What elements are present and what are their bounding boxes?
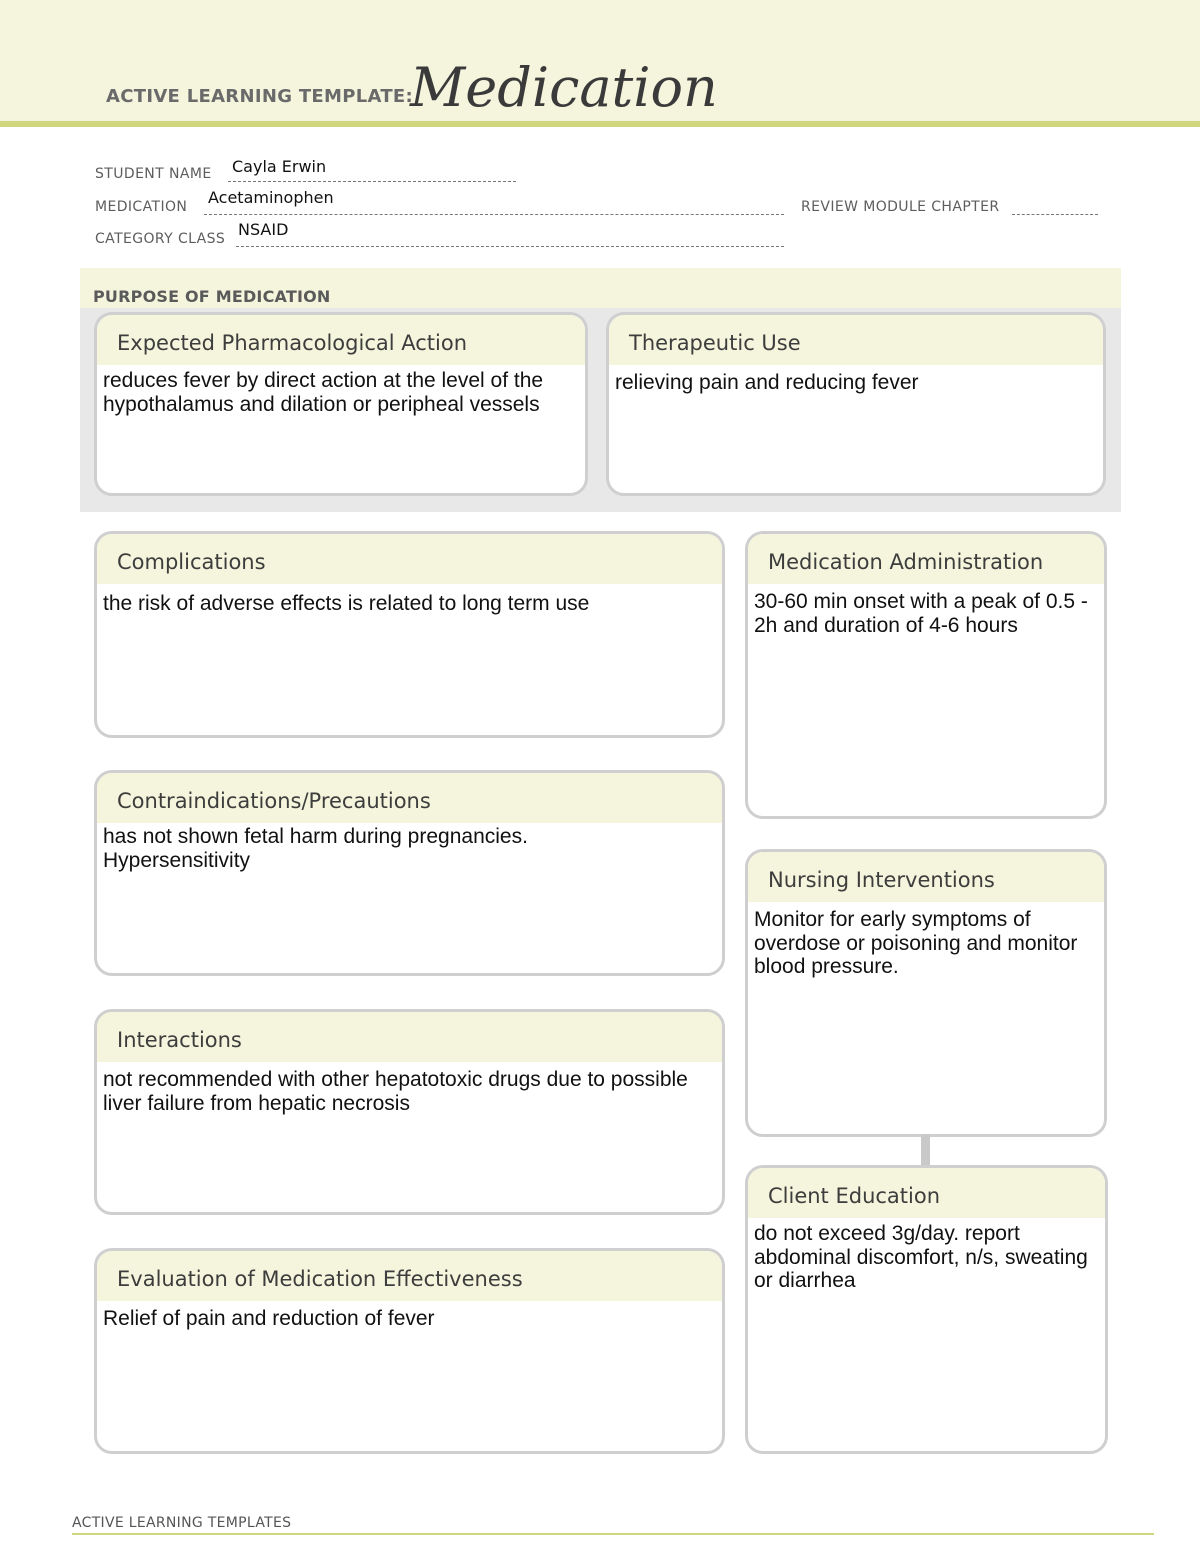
contraindications-text[interactable] xyxy=(97,823,722,872)
nursing-interventions-text[interactable]: Monitor for early symptoms of overdose or poisoning and monitor blood pressure. xyxy=(754,908,1078,978)
category-class-line xyxy=(236,246,784,247)
therapeutic-use-text[interactable]: relieving pain and reducing fever xyxy=(615,371,919,394)
category-class-label: CATEGORY CLASS xyxy=(95,231,226,247)
interactions-heading: Interactions xyxy=(97,1012,722,1062)
interactions-box[interactable] xyxy=(94,1009,725,1215)
complications-text[interactable]: the risk of adverse effects is related to long term use xyxy=(103,592,590,615)
administration-box[interactable] xyxy=(745,531,1107,819)
complications-box[interactable] xyxy=(94,531,725,738)
contraindications-line-2: Hypersensitivity xyxy=(103,848,251,872)
client-education-heading: Client Education xyxy=(748,1168,1105,1218)
expected-action-box[interactable] xyxy=(94,312,588,496)
expected-action-heading: Expected Pharmacological Action xyxy=(97,315,585,365)
contraindications-box[interactable] xyxy=(94,770,725,976)
administration-text[interactable]: 30-60 min onset with a peak of 0.5 - 2h and duration of 4-6 hours xyxy=(754,590,1088,637)
therapeutic-use-heading: Therapeutic Use xyxy=(609,315,1103,365)
evaluation-box[interactable] xyxy=(94,1248,725,1454)
student-name-field[interactable]: Cayla Erwin xyxy=(232,157,327,176)
contraindications-heading: Contraindications/Precautions xyxy=(97,773,722,823)
footer-accent-line xyxy=(72,1533,1154,1535)
interactions-text[interactable]: not recommended with other hepatotoxic drugs due to possible liver failure from hepatic necrosis xyxy=(103,1068,688,1115)
category-class-field[interactable]: NSAID xyxy=(238,220,289,239)
footer-label: ACTIVE LEARNING TEMPLATES xyxy=(72,1515,292,1531)
student-name-label: STUDENT NAME xyxy=(95,166,212,182)
student-name-line xyxy=(228,181,516,182)
medication-field[interactable]: Acetaminophen xyxy=(208,188,334,207)
medication-label: MEDICATION xyxy=(95,199,188,215)
review-module-line xyxy=(1012,214,1098,215)
nursing-interventions-box[interactable] xyxy=(745,849,1107,1137)
contraindications-line-1: has not shown fetal harm during pregnancies. xyxy=(103,825,528,848)
box-connector xyxy=(921,1134,930,1167)
therapeutic-use-box[interactable] xyxy=(606,312,1106,496)
expected-action-text[interactable]: reduces fever by direct action at the level of the hypothalamus and dilation or peripheal vessels xyxy=(103,369,544,416)
evaluation-text[interactable]: Relief of pain and reduction of fever xyxy=(103,1307,435,1330)
client-education-box[interactable] xyxy=(745,1165,1108,1454)
review-module-label: REVIEW MODULE CHAPTER xyxy=(801,199,1000,215)
header-accent-line xyxy=(0,121,1200,127)
nursing-interventions-heading: Nursing Interventions xyxy=(748,852,1104,902)
client-education-text[interactable]: do not exceed 3g/day. report abdominal discomfort, n/s, sweating or diarrhea xyxy=(754,1222,1088,1292)
medication-line xyxy=(204,214,784,215)
purpose-title: PURPOSE OF MEDICATION xyxy=(93,287,331,306)
template-label: ACTIVE LEARNING TEMPLATE: xyxy=(106,86,413,107)
evaluation-heading: Evaluation of Medication Effectiveness xyxy=(97,1251,722,1301)
administration-heading: Medication Administration xyxy=(748,534,1104,584)
complications-heading: Complications xyxy=(97,534,722,584)
page-title: Medication xyxy=(410,56,718,119)
